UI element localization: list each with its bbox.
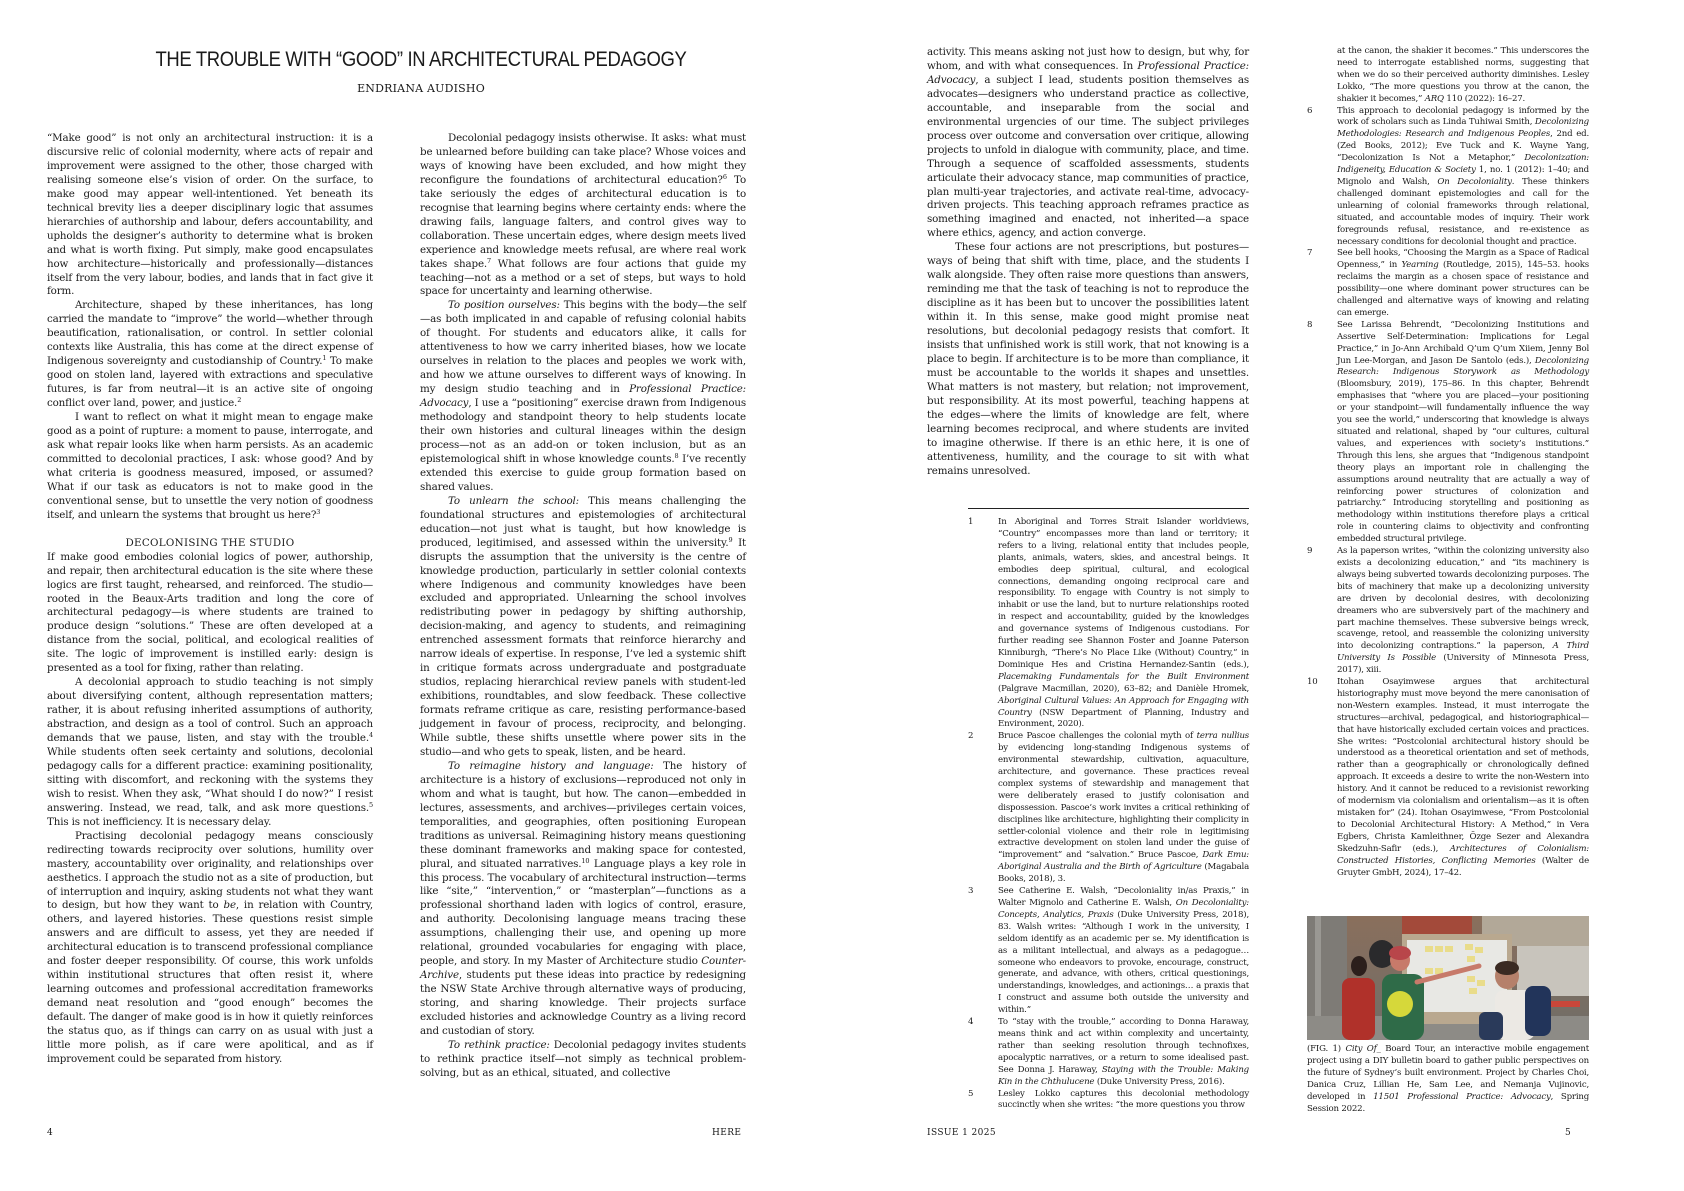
footnote — [968, 517, 1249, 731]
text-run: activity. This means asking not just how to design, but why, for whom, and with what consequences. In — [927, 46, 1249, 72]
text-run: Architecture, shaped by these inheritances, has long carried the mandate to “improve” the world—whether through beautification, rationalisation, or control. In settler colonial contexts like Australia, this has come at the direct expense of Indigenous sovereignty and custodianship of Country. — [47, 299, 373, 368]
italic-text: 11501 Professional Practice: Advocacy — [1373, 1091, 1551, 1102]
text-run: at the canon, the shakier it becomes.” This underscores the need to interrogate established norms, suggesting that when we do so their perceived authority diminishes. Lesley Lokko, “The more questions you throw at the canon, the shakier it becomes,” — [1337, 46, 1589, 104]
text-run: I want to reflect on what it might mean to engage make good as a point of rupture: a moment to pause, interrogate, and ask what repair looks like when harm persists. As an academic committed to decolonial practices, I ask: whose good? And by what criteria is goodness measured, imposed, or assumed? What if our task as educators is not to make good in the conventional sense, but to unsettle the very notion of goodness itself, and unlearn the systems that brought us here? — [47, 411, 373, 521]
footnote-number: 9 — [1307, 546, 1313, 557]
footnote — [1307, 320, 1589, 546]
italic-text: To reimagine history and language: — [448, 759, 654, 772]
text-run: 110 (2022): 16–27. — [1443, 93, 1526, 104]
text-run: (Bloomsbury, 2019), 175–86. In this chapter, Behrendt emphasises that “where you are placed—your positioning or your standpoint—will fundamentally influence the way you see the world,” underscoring that knowledge is always situated and relational, shaped by “our cultures, cultural values, and experiences with society’s institutions.” Through this lens, she argues that “Indigenous standpoint theory plays an important role in challenging the assumptions around neutrality that are actually a way of reinforcing power structures of colonization and patriarchy.” Introducing storytelling and positioning as methodology within institutions therefore plays a critical role in countering claims to objectivity and confronting embedded structural privilege. — [1337, 379, 1589, 545]
footnote — [968, 886, 1249, 1017]
footnote — [1307, 677, 1589, 879]
text-run: This means challenging the foundational structures and epistemologies of architectural education—not just what is taught, but how knowledge is produced, legitimised, and assessed within the university. — [420, 494, 746, 549]
footnote — [1307, 106, 1589, 249]
footnote-reference: 3 — [316, 507, 321, 516]
text-run: “Make good” is not only an architectural instruction: it is a discursive relic of colonial modernity, where acts of repair and improvement were assigned to the other, those charged with realising someone else’s vision of order. On the surface, to make good may appear well-intentioned. Yet beneath its technical brevity lies a deeper disciplinary logic that assumes hierarchies of authorship and labour, defers accountability, and upholds the designer’s authority to determine what is broken and what is worth fixing. Put simply, make good encapsulates how architecture—historically and professionally—distances itself from the very labour, bodies, and lands that in fact give it form. — [47, 132, 373, 298]
right-page — [842, 0, 1684, 1191]
text-run: To take seriously the edges of architectural education is to recognise that learning begins where certainty ends: where the drawing fails, language falters, and control gives way to collaboration. These uncertain edges, where design meets lived experience and knowledge meets refusal, are where real work takes shape. — [420, 173, 746, 270]
text-run: (Routledge, 2015), 145–53. hooks reclaims the margin as a chosen space of resistance and possibility—one where dominant power structures can be challenged and alternative ways of knowing and relating can emerge. — [1337, 260, 1589, 318]
footnote — [968, 1017, 1249, 1088]
text-run: , Spring Session 2022. — [1307, 1091, 1589, 1114]
body-paragraph — [420, 1039, 746, 1081]
footnote-rule — [968, 508, 1249, 509]
footnote-reference: 5 — [369, 800, 373, 809]
page-number-left: 4 — [47, 1128, 54, 1138]
footnote-reference: 1 — [322, 354, 327, 363]
text-run: Language plays a key role in this process. The vocabulary of architectural instruction—terms like “site,” “intervention,” or “masterplan”—functions as a professional shorthand laden with logics of control, erasure, and authority. Decolonising language means tracing these assumptions, challenging their use, and opening up more relational, grounded vocabularies for engaging with place, people, and story. In my Master of Architecture studio — [420, 857, 746, 968]
figure-photo — [1307, 916, 1589, 1040]
footnote-reference: 9 — [728, 535, 733, 544]
body-column-3 — [927, 46, 1249, 479]
text-run: Board Tour, an interactive mobile engagement project using a DIY bulletin board to gather public perspectives on the future of Sydney’s built environment. Project by Charles Choi, Danica Cruz, Lillian He, Sam Lee, and Nemanja Vujinovic, developed in — [1307, 1044, 1589, 1102]
footnote-number: 10 — [1307, 677, 1318, 688]
body-paragraph — [47, 132, 373, 299]
text-run: Bruce Pascoe challenges the colonial myth of — [998, 731, 1197, 742]
body-paragraph — [420, 299, 746, 494]
text-run: (Palgrave Macmillan, 2020), 63–82; and Danièle Hromek, — [998, 683, 1249, 694]
text-run: (Magabala Books, 2018), 3. — [998, 862, 1249, 885]
footnote-reference: 4 — [369, 731, 373, 740]
body-paragraph — [420, 495, 746, 760]
text-run: These four actions are not prescriptions, but postures—ways of being that shift with time, place, and the students I walk alongside. They often raise more questions than answers, reminding me that the task of teaching is not to reproduce the discipline as it has been but to uncover the possibilities latent within it. In this sense, make good might promise neat resolutions, but decolonial pedagogy resists that comfort. It insists that unfinished work is still work, that not knowing is a place to begin. If architecture is to be more than compliance, it must be accountable to the worlds it shapes and unsettles. What matters is not mastery, but relation; not improvement, but responsibility. At its most powerful, teaching happens at the edges—where the limits of knowledge are felt, where learning becomes reciprocal, and where students are invited to imagine otherwise. If there is an ethic here, it is one of attentiveness, humility, and the courage to sit with what remains unresolved. — [927, 241, 1249, 477]
footnote — [1307, 546, 1589, 677]
text-run: As la paperson writes, “within the colonizing university also exists a decolonizing education,” and “its machinery is always being subverted towards decolonizing purposes. The bits of machinery that make up a decolonizing university are driven by decolonial desires, with decolonizing dreamers who are subversively part of the machinery and part machine themselves. These subversive beings wreck, scavenge, retool, and reassemble the colonizing university into decolonizing contraptions.” la paperson, — [1337, 546, 1589, 652]
body-paragraph — [420, 760, 746, 1039]
text-run: , 2nd ed. (Zed Books, 2012); Eve Tuck and K. Wayne Yang, “Decolonization Is Not a Metaphor,” — [1337, 129, 1589, 164]
footnotes-column-b — [1307, 46, 1589, 879]
article-title: THE TROUBLE WITH “GOOD” IN ARCHITECTURAL PEDAGOGY — [155, 48, 687, 71]
italic-text: be — [223, 899, 236, 912]
footnote-number: 5 — [968, 1088, 974, 1099]
section-heading — [47, 537, 373, 551]
italic-text: Staying with the Trouble: Making Kin in the Chthulucene — [998, 1064, 1249, 1087]
footnote-reference: 7 — [487, 256, 492, 265]
italic-text: Professional Practice: Advocacy — [420, 383, 746, 410]
body-paragraph — [47, 676, 373, 829]
italic-text: On Decoloniality — [1437, 176, 1512, 187]
text-run: A decolonial approach to studio teaching is not simply about diversifying content, although representation matters; rather, it is about refusing inherited assumptions of authority, abstraction, and design as a tool of control. Such an approach demands that we pause, listen, and stay with the trouble. — [47, 676, 373, 745]
text-run: Decolonial pedagogy insists otherwise. It asks: what must be unlearned before building can take place? Whose voices and ways of knowing have been excluded, and how might they reconfigure the foundations of architectural education? — [420, 132, 746, 186]
text-run: (University of Minnesota Press, 2017), xiii. — [1337, 653, 1589, 676]
text-run: See Larissa Behrendt, “Decolonizing Institutions and Assertive Self-Determination: Implications for Legal Practice,” in Jo-Ann Archibald Q’um Q’um Xiiem, Jenny Bol Jun Lee-Morgan, and Jason De Santolo (eds.), — [1337, 319, 1589, 366]
footnotes-column-a — [968, 517, 1249, 1112]
text-run: by evidencing long-standing Indigenous systems of environmental stewardship, cultivation, aquaculture, architecture, and governance. These practices reveal complex systems of stewardship and management that were deliberately erased to justify colonisation and dispossession. Pascoe’s work invites a critical rethinking of disciplines like architecture, highlighting their complicity in settler-colonial violence and their role in legitimising extractive development on stolen land under the guise of “improvement” and “salvation.” Bruce Pascoe, — [998, 743, 1249, 861]
text-run: , I use a “positioning” exercise drawn from Indigenous methodology and standpoint theory to help students locate their own histories and cultural lineages within the design process—not as an add-on or token inclusion, but as an epistemological shift in whose knowledge counts. — [420, 397, 746, 465]
body-paragraph — [47, 830, 373, 1067]
body-paragraph — [927, 241, 1249, 478]
footnote-number: 6 — [1307, 105, 1313, 116]
text-run: (Walter de Gruyter GmbH, 2024), 17–42. — [1337, 855, 1589, 878]
footnote — [968, 1089, 1249, 1113]
text-run: In Aboriginal and Torres Strait Islander worldviews, “Country” encompasses more than land or territory; it refers to a living, relational entity that includes people, plants, animals, waters, skies, and ancestral beings. It embodies deep spiritual, cultural, and ecological connections, demanding ongoing reciprocal care and responsibility. To engage with Country is not simply to inhabit or use the land, but to nurture relationships rooted in respect and accountability, guided by the knowledges and governance systems of Indigenous custodians. For further reading see Shannon Foster and Joanne Paterson Kinniburgh, “There’s No Place Like (Without) Country,” in Dominique Hes and Cristina Hernandez-Santin (eds.), — [998, 517, 1249, 670]
body-column-1 — [47, 132, 373, 1067]
italic-text: Yearning — [1401, 260, 1439, 271]
text-run: 1, no. 1 (2012): 1–40; and Mignolo and Walsh, — [1337, 165, 1589, 187]
footnote — [1307, 46, 1589, 106]
text-run: Practising decolonial pedagogy means consciously redirecting towards reciprocity over solutions, humility over mastery, accountability over originality, and relationships over aesthetics. I approach the studio not as a site of production, but of interruption and inquiry, asking students not what they want to design, but how they want to — [47, 829, 373, 912]
text-run: (NSW Department of Planning, Industry and Environment, 2020). — [998, 707, 1249, 730]
text-run: If make good embodies colonial logics of power, authorship, and repair, then architectural education is the site where these logics are first taught, rehearsed, and reinforced. The studio—rooted in the Beaux-Arts tradition and long the core of architectural pedagogy—is where students are trained to produce design “solutions.” These are often developed at a distance from the social, political, and ecological realities of site. The logic of improvement is instilled early: design is presented as a tool for fixing, rather than relating. — [47, 550, 373, 675]
article-author: ENDRIANA AUDISHO — [357, 82, 485, 95]
figure-caption — [1307, 1044, 1589, 1115]
italic-text: Decolonization: Indigeneity, Education & Society — [1337, 153, 1589, 176]
text-run: To make good on stolen land, layered with extractions and speculative futures, is far from neutral—it is an active site of ongoing conflict over land, power, and justice. — [47, 355, 373, 410]
page-number-right: 5 — [1565, 1128, 1572, 1138]
body-paragraph — [47, 551, 373, 677]
photo-bulletin-board-image — [1307, 916, 1589, 1040]
text-run: Itohan Osayimwese argues that architectural historiography must move beyond the mere canonisation of non-Western examples. Instead, it must interrogate the structures—archival, pedagogical, and historiographical—that have historically excluded certain voices and practices. She writes: “Postcolonial architectural history should be understood as a theoretical orientation and set of methods, rather than a geographically or chronologically defined approach. It exceeds a desire to write the non-Western into history. And it cannot be reduced to a revisionist reworking of modernism via colonialism and orientalism—as it is often mistaken for” (24). Itohan Osayimwese, “From Postcolonial to Decolonial Architectural History: A Method,” in Vera Egbers, Christa Kamleithner, Özge Sezer and Alexandra Skedzuhn-Safir (eds.), — [1337, 677, 1589, 854]
text-run: What follows are four actions that guide my teaching—not as a method or a set of steps, but ways to hold space for uncertainty and learning otherwise. — [420, 257, 746, 298]
footnote-number: 4 — [968, 1017, 974, 1028]
text-run: This is not inefficiency. It is necessary delay. — [47, 815, 272, 828]
text-run: To “stay with the trouble,” according to Donna Haraway, means think and act within complexity and uncertainty, rather than seeking resolution through technofixes, apocalyptic narratives, or a return to some idealised past. See Donna J. Haraway, — [998, 1017, 1249, 1075]
text-run: (Duke University Press, 2018), 83. Walsh writes: “Although I work in the university, I seldom identify as an academic per se. My identification is as a militant intellectual, and always as a pedagogue… someone who endeavors to provoke, encourage, construct, generate, and advance, with others, critical questionings, understandings, knowledges, and actionings… a praxis that I construct and assume both outside the university and within.” — [998, 909, 1249, 1016]
footnote-reference: 6 — [722, 172, 727, 181]
italic-text: City Of_ — [1345, 1044, 1381, 1054]
italic-text: ARQ — [1424, 93, 1444, 104]
italic-text: Decolonizing Methodologies: Research and Indigenous Peoples — [1337, 117, 1589, 140]
text-run: (Duke University Press, 2016). — [1094, 1076, 1225, 1087]
italic-text: A Third University Is Possible — [1337, 641, 1589, 664]
text-run: It disrupts the assumption that the university is the centre of knowledge production, particularly in settler colonial contexts where Indigenous and community knowledges have been excluded and appropriated. Unlearning the school involves redistributing power in pedagogy by shifting authorship, decision-making, and agency to students, and reimagining entrenched assessment formats that reinforce hierarchy and narrow ideals of expertise. In response, I’ve led a systemic shift in critique formats across undergraduate and postgraduate studios, replacing hierarchical review panels with student-led exhibitions, roundtables, and slow feedback. These collective formats reframe critique as care, resisting performance-based judgement in favour of process, reciprocity, and belonging. While subtle, these shifts unsettle where power sits in the studio—and who gets to speak, listen, and be heard. — [420, 536, 747, 758]
text-run: The history of architecture is a history of exclusions—reproduced not only in whom and what is taught, but how. The canon—embedded in lectures, assessments, and archives—privileges certain voices, temporalities, and geographies, often positioning European traditions as universal. Reimagining history means questioning these dominant frameworks and making space for contested, plural, and situated narratives. — [420, 759, 746, 870]
italic-text: To unlearn the school: — [448, 494, 579, 507]
footnote-reference: 8 — [674, 451, 679, 460]
italic-text: To rethink practice: — [448, 1038, 550, 1051]
italic-text: terra nullius — [1196, 731, 1249, 742]
italic-text: Professional Practice: Advocacy — [927, 59, 1249, 86]
text-run: DECOLONISING THE STUDIO — [125, 536, 295, 549]
text-run: This approach to decolonial pedagogy is informed by the work of scholars such as Linda Tuhiwai Smith, — [1337, 105, 1589, 128]
italic-text: Architectures of Colonialism: Constructed Histories, Conflicting Memories — [1337, 843, 1590, 866]
footnote — [1307, 248, 1589, 319]
text-run: Lesley Lokko captures this decolonial methodology succinctly when she writes: “the more questions you throw — [998, 1088, 1249, 1111]
footnote — [968, 731, 1249, 886]
text-run: This begins with the body—the self—as both implicated in and capable of refusing colonial habits of thought. For students and educators alike, it calls for attentiveness to how we carry inherited biases, how we locate ourselves in relation to the places and peoples we work with, and how we attune ourselves to different ways of knowing. In my design studio teaching and in — [420, 299, 746, 396]
text-run: , in relation with Country, others, and layered histories. These questions resist simple answers and are difficult to assess, yet they are needed if architectural education is to transcend professional compliance and foster deeper responsibility. Of course, this work unfolds within institutional structures that often resist it, where learning outcomes and professional accreditation frameworks demand neat resolution and “good enough” becomes the default. The danger of make good is in how it quietly reinforces the status quo, as if things can carry on as usual with just a little more polish, as if care were apolitical, and as if improvement could be separated from history. — [47, 899, 374, 1065]
italic-text: On Decoloniality: Concepts, Analytics, Praxis — [998, 898, 1249, 920]
body-paragraph — [47, 411, 373, 523]
footnote-reference: 2 — [237, 396, 242, 405]
italic-text: Placemaking Fundamentals for the Built Environment — [998, 671, 1249, 682]
footnote-reference: 10 — [581, 856, 590, 865]
footnote-number: 1 — [968, 517, 974, 527]
body-paragraph — [927, 46, 1249, 241]
text-run: , a subject I lead, students position themselves as advocates—designers who understand practice as collective, accountable, and inseparable from the social and environmental urgencies of our time. The subject privileges process over outcome and conversation over critique, allowing projects to unfold in dialogue with community, place, and time. Through a sequence of scaffolded assessments, students articulate their advocacy stance, map communities of practice, plan multi-year trajectories, and activate real-time, advocacy-driven projects. This teaching approach reframes practice as something imagined and enacted, not inherited—a space where ethics, agency, and action converge. — [927, 73, 1249, 240]
footnote-number: 3 — [968, 886, 974, 897]
text-run: See Catherine E. Walsh, “Decoloniality in/as Praxis,” in Walter Mignolo and Catherine E. Walsh, — [998, 886, 1249, 908]
text-run: While students often seek certainty and solutions, decolonial pedagogy calls for a different practice: examining positionality, sitting with discomfort, and reckoning with the systems they wish to resist. When they ask, “What should I do now?” I resist answering. Instead, we read, talk, and ask more questions. — [47, 745, 373, 814]
footnote-number: 8 — [1307, 319, 1313, 330]
journal-name: HERE — [712, 1128, 742, 1138]
text-run: , students put these ideas into practice by redesigning the NSW State Archive through alternative ways of producing, storing, and sharing knowledge. Their projects surface excluded histories and acknowledge Country as a living record and custodian of story. — [420, 969, 746, 1037]
italic-text: Dark Emu: Aboriginal Australia and the Birth of Agriculture — [998, 850, 1249, 873]
text-run: Decolonial pedagogy invites students to rethink practice itself—not simply as technical problem-solving, but as an ethical, situated, and collective — [420, 1038, 746, 1079]
text-run: (FIG. 1) — [1307, 1044, 1346, 1054]
italic-text: Counter-Archive — [420, 955, 746, 982]
body-paragraph — [420, 132, 746, 299]
body-paragraph — [47, 299, 373, 411]
text-run: I’ve recently extended this exercise to guide group formation based on shared values. — [420, 452, 746, 493]
text-run: See bell hooks, “Choosing the Margin as a Space of Radical Openness,” in — [1337, 248, 1589, 271]
italic-text: Decolonizing Research: Indigenous Storywork as Methodology — [1337, 355, 1589, 378]
italic-text: To position ourselves: — [448, 299, 560, 312]
body-column-2 — [420, 132, 746, 1081]
footnote-number: 2 — [968, 731, 974, 742]
text-run: . These thinkers challenged dominant epistemologies and call for the unlearning of colonial frameworks through relational, situated, and accountable modes of inquiry. Their work foregrounds refusal, resistance, and re-existence as necessary conditions for decolonial thought and practice. — [1337, 176, 1589, 247]
footnote-number: 7 — [1307, 248, 1313, 259]
issue-label: ISSUE 1 2025 — [927, 1128, 997, 1138]
italic-text: Aboriginal Cultural Values: An Approach for Engaging with Country — [998, 695, 1249, 718]
